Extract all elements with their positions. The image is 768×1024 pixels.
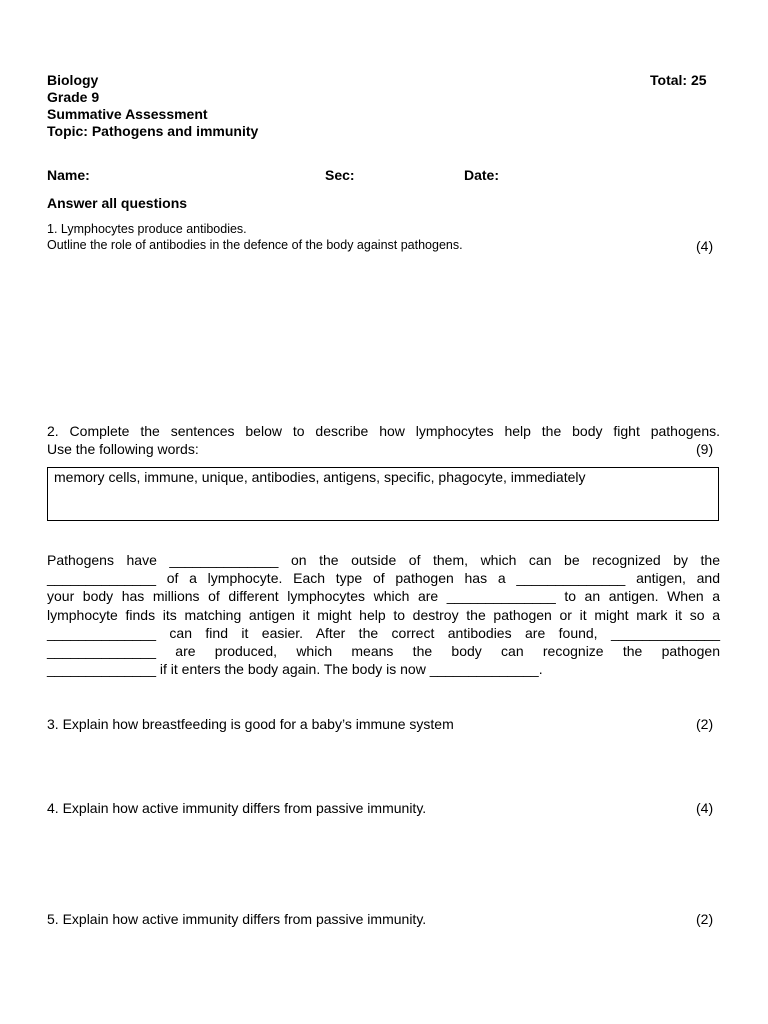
instruction-text: Answer all questions xyxy=(47,195,188,211)
word-bank-text: memory cells, immune, unique, antibodies, antigens, specific, phagocyte, immediately xyxy=(54,469,586,485)
paragraph-line: ______________ are produced, which means the body can recognize the pathogen xyxy=(47,643,720,660)
question-2-line-2: Use the following words: xyxy=(47,441,199,457)
topic-title: Topic: Pathogens and immunity xyxy=(47,123,259,139)
question-1-line-2: Outline the role of antibodies in the defence of the body against pathogens. xyxy=(47,238,463,252)
word-bank-box xyxy=(47,467,719,521)
question-2-line-1: 2. Complete the sentences below to describe how lymphocytes help the body fight pathogens. xyxy=(47,423,720,439)
date-field-label: Date: xyxy=(464,167,500,183)
paragraph-line: Pathogens have ______________ on the outside of them, which can be recognized by the xyxy=(47,552,720,568)
paragraph-line: ______________ can find it easier. After the correct antibodies are found, ______________ xyxy=(47,624,720,641)
question-3-marks: (2) xyxy=(696,716,714,732)
question-4-marks: (4) xyxy=(696,800,714,816)
grade-label: Grade 9 xyxy=(47,89,100,105)
question-5-marks: (2) xyxy=(696,911,714,927)
fill-in-paragraph xyxy=(47,551,720,678)
sec-field-label: Sec: xyxy=(325,167,355,183)
paragraph-line: lymphocyte finds its matching antigen it might help to destroy the pathogen or it might mark it so a xyxy=(47,606,720,623)
paragraph-line: ______________ of a lymphocyte. Each type of pathogen has a ______________ antigen, and xyxy=(47,570,720,587)
question-1-marks: (4) xyxy=(696,238,714,254)
question-5-text: 5. Explain how active immunity differs from passive immunity. xyxy=(47,911,427,927)
subject-label: Biology xyxy=(47,72,99,88)
question-1-line-1: 1. Lymphocytes produce antibodies. xyxy=(47,222,247,236)
question-2-marks: (9) xyxy=(696,441,714,457)
paragraph-line: ______________ if it enters the body again. The body is now ______________. xyxy=(47,661,543,678)
total-marks: Total: 25 xyxy=(650,72,707,88)
name-field-label: Name: xyxy=(47,167,90,183)
paragraph-line: your body has millions of different lymphocytes which are ______________ to an antigen. When a xyxy=(47,588,720,605)
question-4-text: 4. Explain how active immunity differs from passive immunity. xyxy=(47,800,427,816)
question-3-text: 3. Explain how breastfeeding is good for a baby’s immune system xyxy=(47,716,454,732)
assessment-title: Summative Assessment xyxy=(47,106,208,122)
